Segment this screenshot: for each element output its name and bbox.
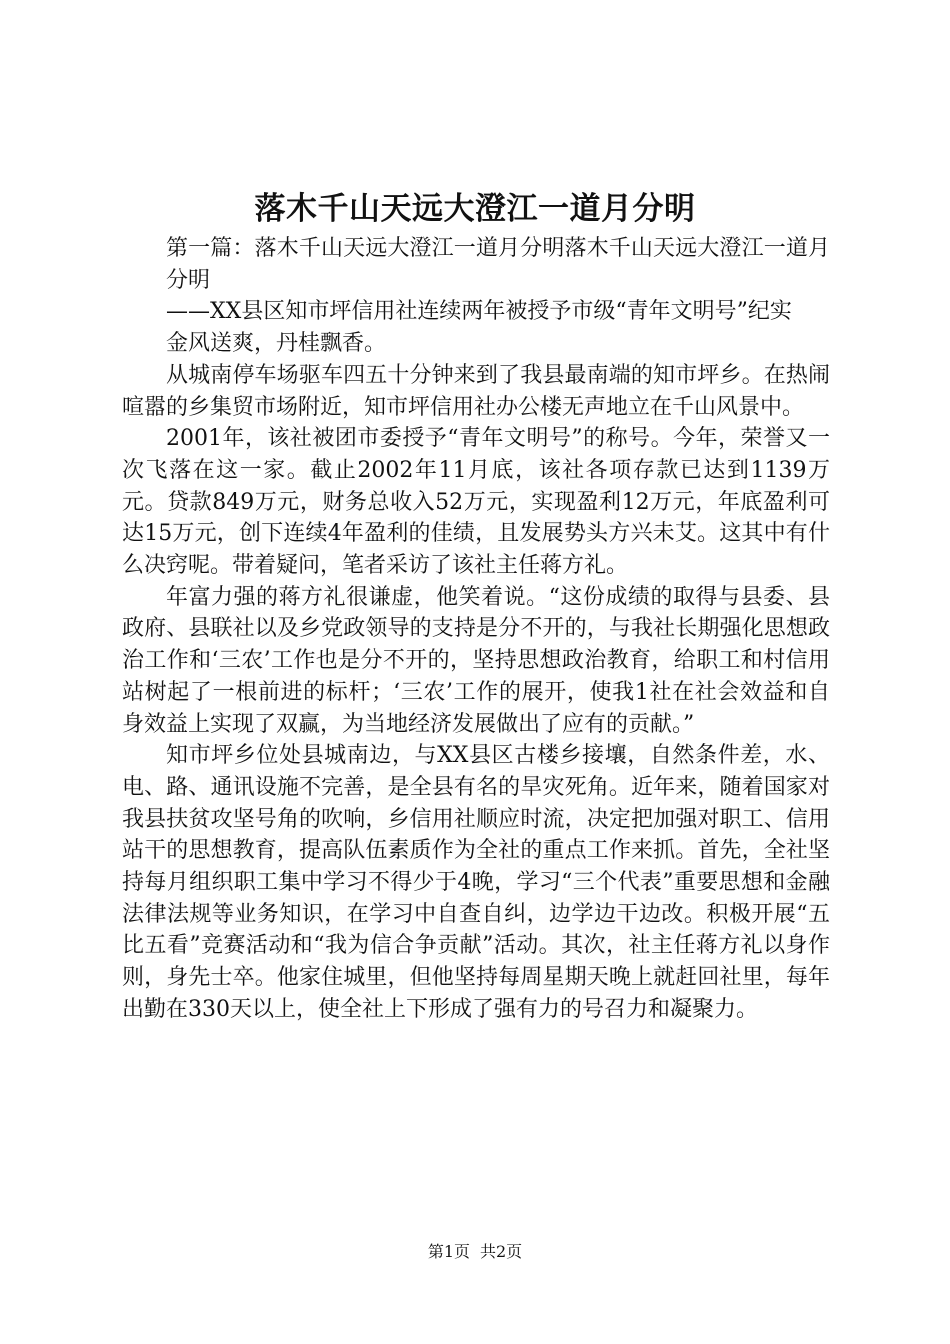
paragraph-4: 年富力强的蒋方礼很谦虚，他笑着说。“这份成绩的取得与县委、县政府、县联社以及乡党政领导的支持是分不开的，与我社长期强化思想政治工作和‘三农’工作也是分不开的，坚持思想政治教育，给职工和村信用站树起了一根前进的标杆；‘三农’工作的展开，使我1社在社会效益和自身效益上实现了双赢，为当地经济发展做出了应有的贡献。” — [122, 584, 830, 737]
paragraph-2: 从城南停车场驱车四五十分钟来到了我县最南端的知市坪乡。在热闹喧嚣的乡集贸市场附近，知市坪信用社办公楼无声地立在千山风景中。 — [122, 362, 830, 420]
paragraph-3: 2001年，该社被团市委授予“青年文明号”的称号。今年，荣誉又一次飞落在这一家。截止2002年11月底，该社各项存款已达到1139万元。贷款849万元，财务总收入52万元，实现盈利12万元，年底盈利可达15万元，创下连续4年盈利的佳绩，且发展势头方兴未艾。这其中有什么决窍呢。带着疑问，笔者采访了该社主任蒋方礼。 — [122, 426, 830, 579]
chapter-heading: 第一篇：落木千山天远大澄江一道月分明落木千山天远大澄江一道月分明 — [166, 236, 830, 293]
article-subheading: ——XX县区知市坪信用社连续两年被授予市级“青年文明号”纪实 — [166, 299, 792, 325]
page-footer — [0, 1240, 950, 1264]
document-body — [122, 233, 830, 1026]
document-title: 落木千山天远大澄江一道月分明 — [254, 191, 696, 227]
page-number: 第1页 — [427, 1242, 470, 1261]
paragraph-1: 金风送爽，丹桂飘香。 — [166, 331, 387, 357]
paragraph-5: 知市坪乡位处县城南边，与XX县区古楼乡接壤，自然条件差，水、电、路、通讯设施不完善，是全县有名的旱灾死角。近年来，随着国家对我县扶贫攻坚号角的吹响，乡信用社顺应时流，决定把加强对职工、信用站干的思想教育，提高队伍素质作为全社的重点工作来抓。首先，全社坚持每月组织职工集中学习不得少于4晚，学习“三个代表”重要思想和金融法律法规等业务知识，在学习中自查自纠，边学边干边改。积极开展“五比五看”竞赛活动和“我为信合争贡献”活动。其次，社主任蒋方礼以身作则，身先士卒。他家住城里，但他坚持每周星期天晚上就赶回社里，每年出勤在330天以上，使全社上下形成了强有力的号召力和凝聚力。 — [122, 743, 830, 1022]
page-total: 共2页 — [480, 1242, 523, 1261]
